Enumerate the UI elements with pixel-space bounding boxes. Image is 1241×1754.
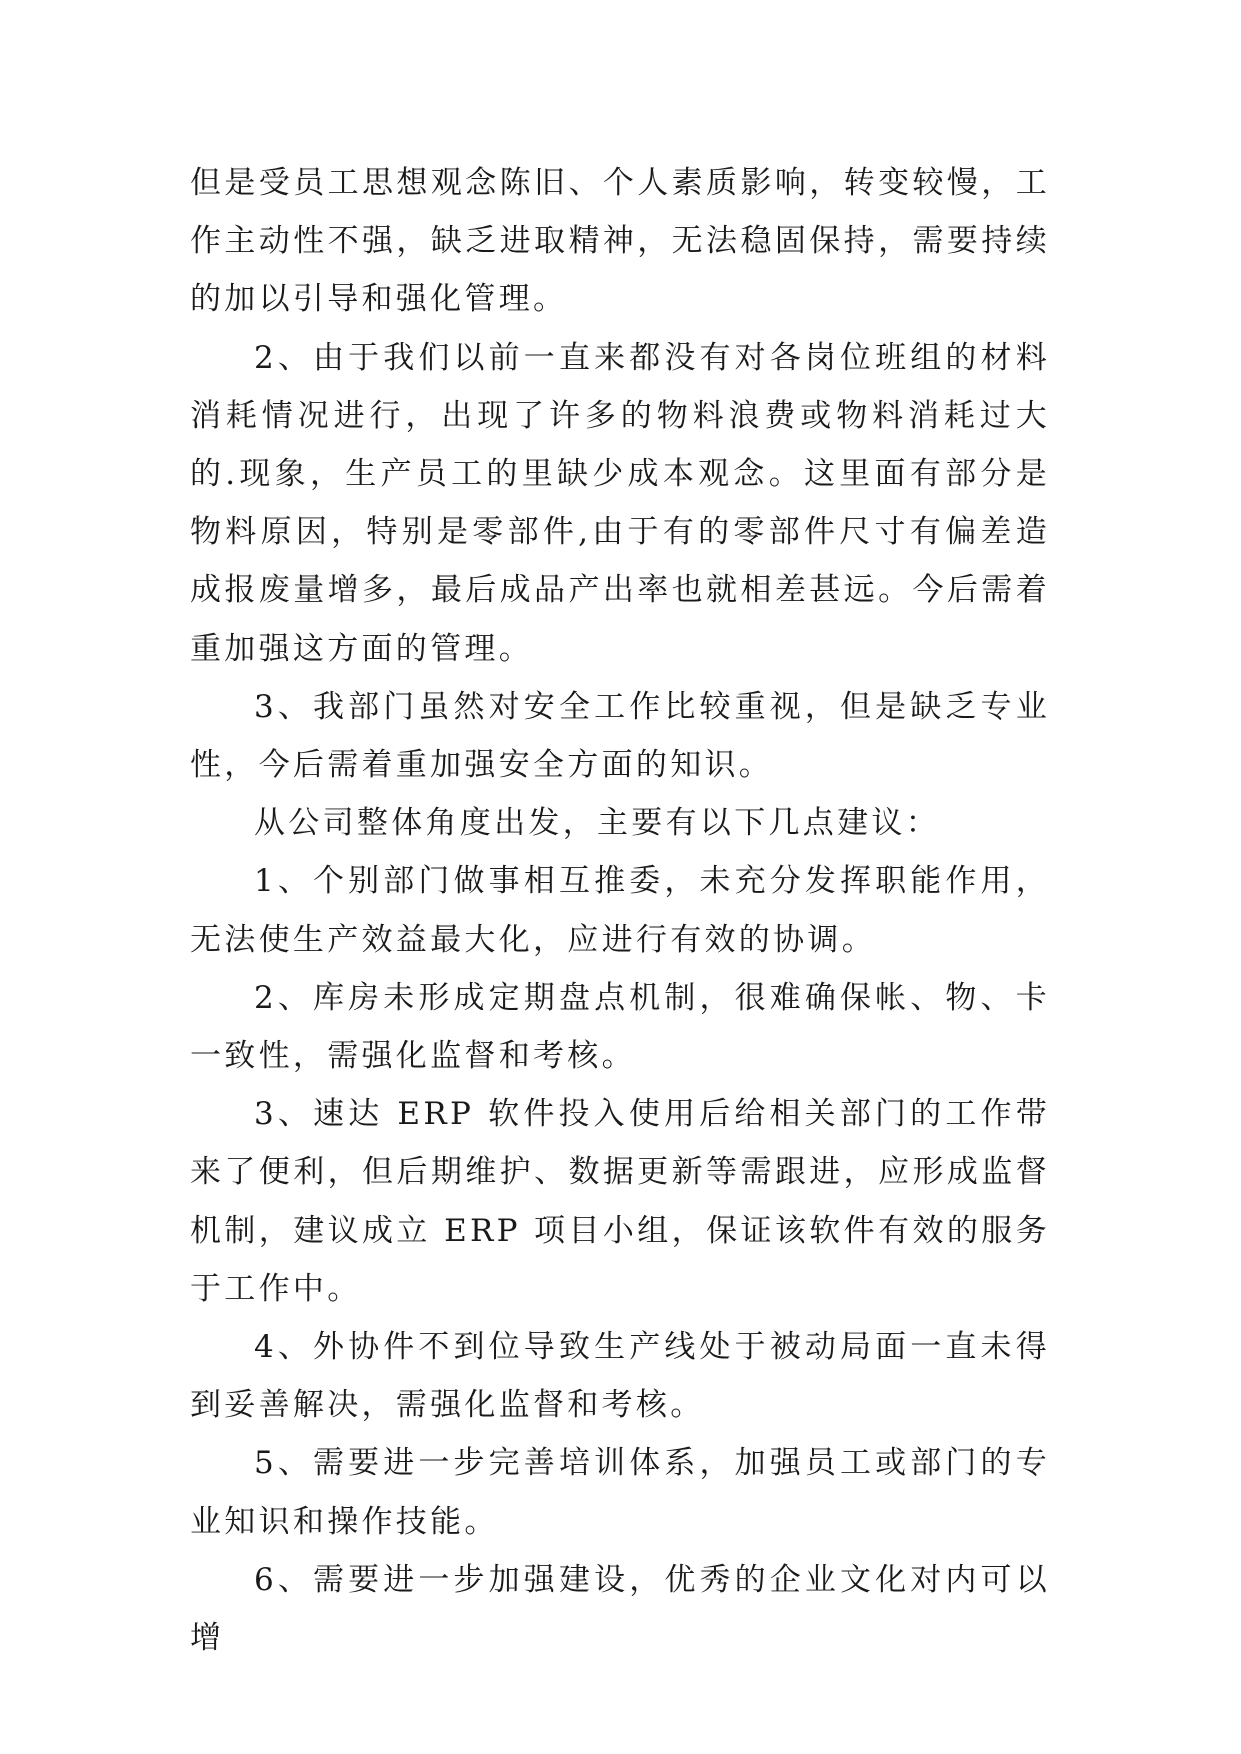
paragraph-item-3-safety: 3、我部门虽然对安全工作比较重视，但是缺乏专业性，今后需着重加强安全方面的知识。: [190, 688, 1050, 784]
paragraph-suggestion-3: 3、速达 ERP 软件投入使用后给相关部门的工作带来了便利，但后期维护、数据更新等需跟进，应形成监督机制，建议成立 ERP 项目小组，保证该软件有效的服务于工作中。: [190, 1096, 1050, 1307]
paragraph-item-2-material-consumption: 2、由于我们以前一直来都没有对各岗位班组的材料消耗情况进行，出现了许多的物料浪费或物料消耗过大的.现象，生产员工的里缺少成本观念。这里面有部分是物料原因，特别是零部件,由于有的零部件尺寸有偏差造成报废量增多，最后成品产出率也就相差甚远。今后需着重加强这方面的管理。: [190, 339, 1050, 667]
document-body: [190, 154, 1050, 1667]
paragraph-suggestions-intro: 从公司整体角度出发，主要有以下几点建议：: [254, 805, 940, 842]
paragraph-suggestion-1: 1、个别部门做事相互推委，未充分发挥职能作用，无法使生产效益最大化，应进行有效的协调。: [190, 863, 1050, 958]
paragraph-continuation: 但是受员工思想观念陈旧、个人素质影响，转变较慢，工作主动性不强，缺乏进取精神，无法稳固保持，需要持续的加以引导和强化管理。: [190, 165, 1050, 318]
paragraph-suggestion-2: 2、库房未形成定期盘点机制，很难确保帐、物、卡一致性，需强化监督和考核。: [190, 979, 1050, 1075]
paragraph-suggestion-5: 5、需要进一步完善培训体系，加强员工或部门的专业知识和操作技能。: [190, 1445, 1050, 1540]
paragraph-suggestion-6: 6、需要进一步加强建设，优秀的企业文化对内可以增: [190, 1561, 1050, 1657]
paragraph-suggestion-4: 4、外协件不到位导致生产线处于被动局面一直未得到妥善解决，需强化监督和考核。: [190, 1329, 1050, 1424]
